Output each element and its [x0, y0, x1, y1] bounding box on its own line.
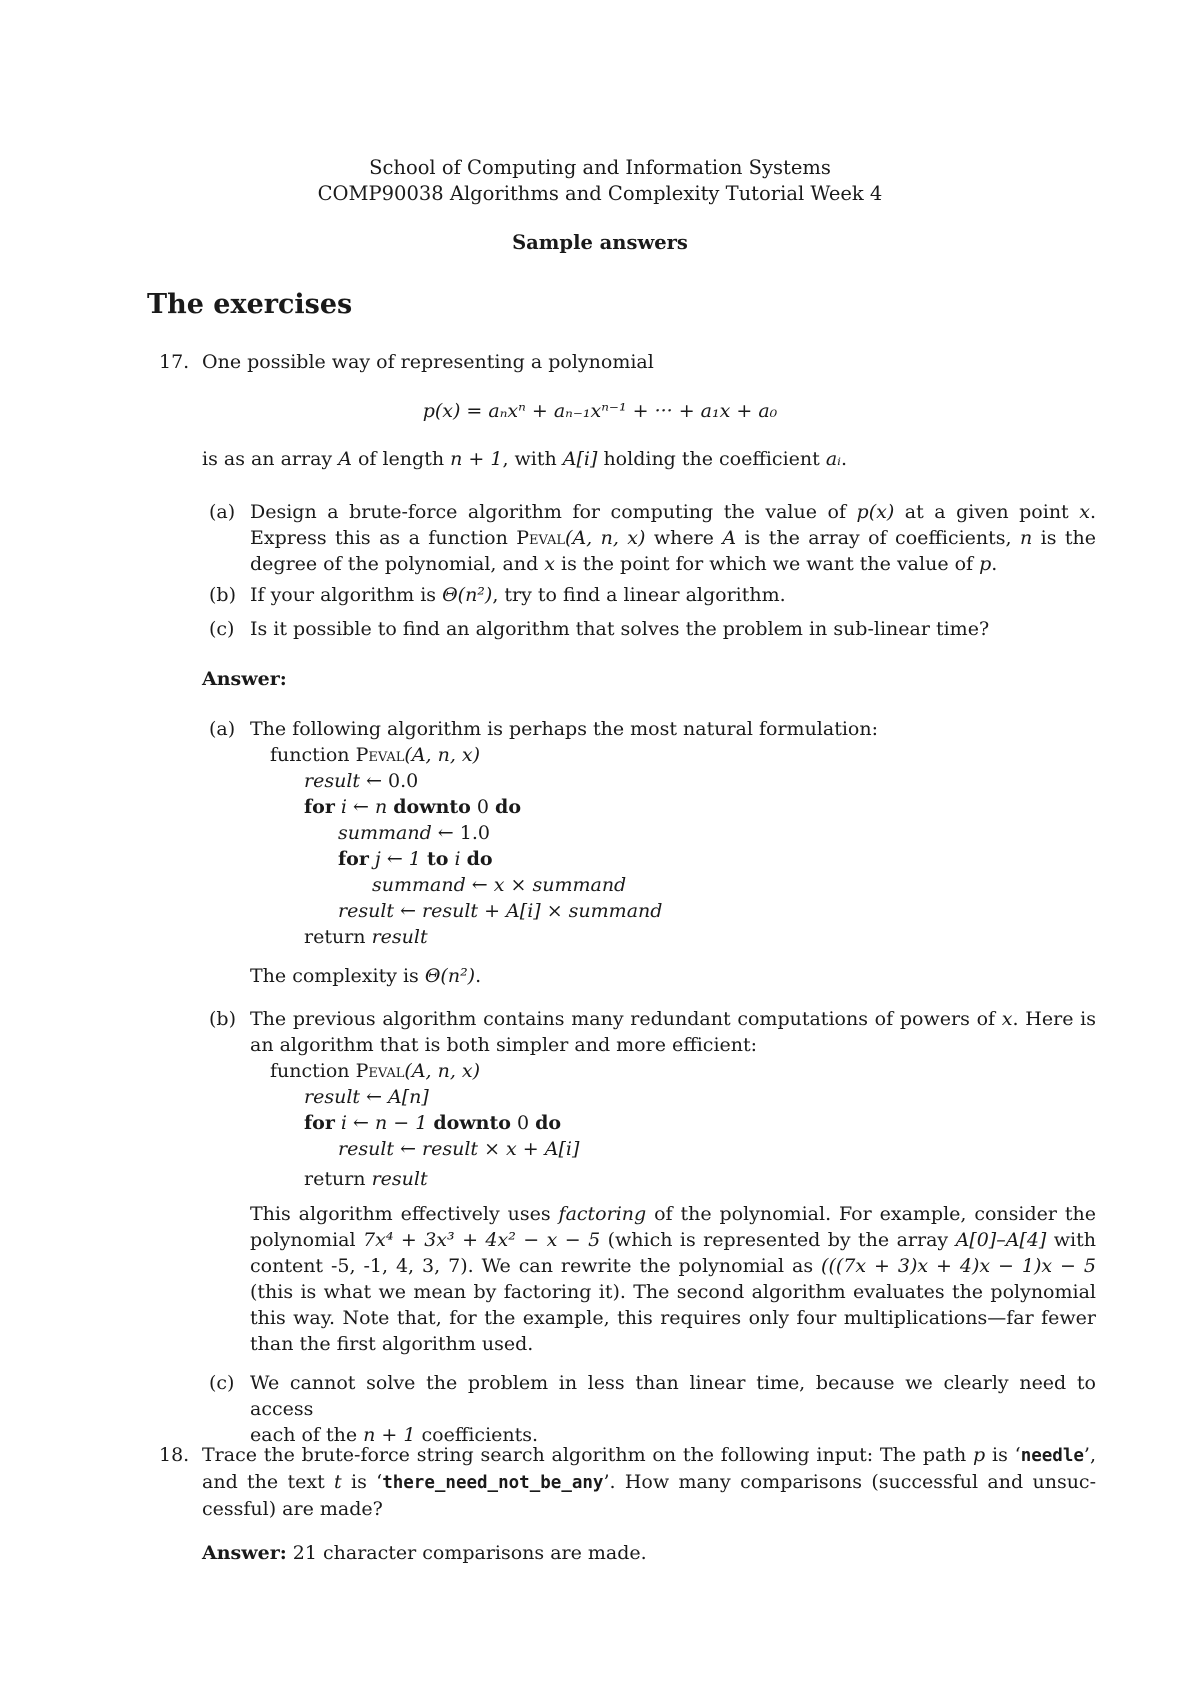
a17-part-b-intro: The previous algorithm contains many redundant computations of powers of x. Here is an algorithm that is both simpler and more efficient: [250, 1008, 1096, 1056]
question-number-18: 18. [159, 1444, 190, 1466]
q17-part-c-label: (c) [209, 618, 235, 640]
a17-part-c-text: We cannot solve the problem in less than linear time, because we clearly need to access each of the n + 1 coefficients. [250, 1372, 1096, 1446]
q17-part-a-label: (a) [209, 501, 236, 523]
q17-representation: is as an array A of length n + 1, with A[i] holding the coefficient aᵢ. [202, 448, 848, 470]
algorithm-2: function Peval(A, n, x) result ← A[n] for i ← n − 1 downto 0 do result ← result × x + A[i] return result [270, 1060, 580, 1190]
q17-part-b-label: (b) [209, 584, 236, 606]
a17-part-c-label: (c) [209, 1372, 235, 1394]
answer-label-17: Answer: [202, 668, 287, 690]
polynomial-equation: p(x) = aₙxⁿ + aₙ₋₁xⁿ⁻¹ + ··· + a₁x + a₀ [422, 400, 778, 422]
a17-part-a-label: (a) [209, 718, 236, 740]
q17-intro: One possible way of representing a polynomial [202, 351, 654, 373]
header-school: School of Computing and Information Systems [369, 156, 831, 179]
q17-part-b-text: If your algorithm is Θ(n²), try to find a linear algorithm. [250, 584, 786, 606]
a17-complexity: The complexity is Θ(n²). [250, 965, 482, 987]
q18-answer: Answer: 21 character comparisons are made. [202, 1542, 647, 1564]
question-number-17: 17. [159, 351, 190, 373]
q18-text: Trace the brute-force string search algorithm on the following input: The path p is ‘needle’, and the text t is ‘there_need_not_be_any’. How many comparisons (successful and unsuc- cessful) are made? [202, 1444, 1096, 1520]
q17-part-a-text: Design a brute-force algorithm for computing the value of p(x) at a given point x. Express this as a function Peval(A, n, x) where A is the array of coefficients, n is the degree of the polynomial, and x is the point for which we want the value of p. [250, 501, 1096, 575]
a17-part-a-intro: The following algorithm is perhaps the most natural formulation: [250, 718, 879, 740]
header-course: COMP90038 Algorithms and Complexity Tutorial Week 4 [317, 182, 883, 205]
algorithm-1: function Peval(A, n, x) result ← 0.0 for i ← n downto 0 do summand ← 1.0 for j ← 1 to i do summand ← x × summand result ← result + A[i] × summand return result [270, 744, 663, 948]
a17-factoring-paragraph: This algorithm effectively uses factoring of the polynomial. For example, consider the polynomial 7x⁴ + 3x³ + 4x² − x − 5 (which is represented by the array A[0]–A[4] with content -5, -1, 4, 3, 7). We can rewrite the polynomial as (((7x + 3)x + 4)x − 1)x − 5 (this is what we mean by factoring it). The second algorithm evaluates the polynomial this way. Note that, for the example, this requires only four multiplications—far fewer than the first algorithm used. [250, 1203, 1097, 1355]
q17-part-c-text: Is it possible to find an algorithm that solves the problem in sub-linear time? [250, 618, 990, 640]
section-title: The exercises [147, 289, 353, 320]
a17-part-b-label: (b) [209, 1008, 236, 1030]
header-subtitle: Sample answers [512, 231, 688, 254]
